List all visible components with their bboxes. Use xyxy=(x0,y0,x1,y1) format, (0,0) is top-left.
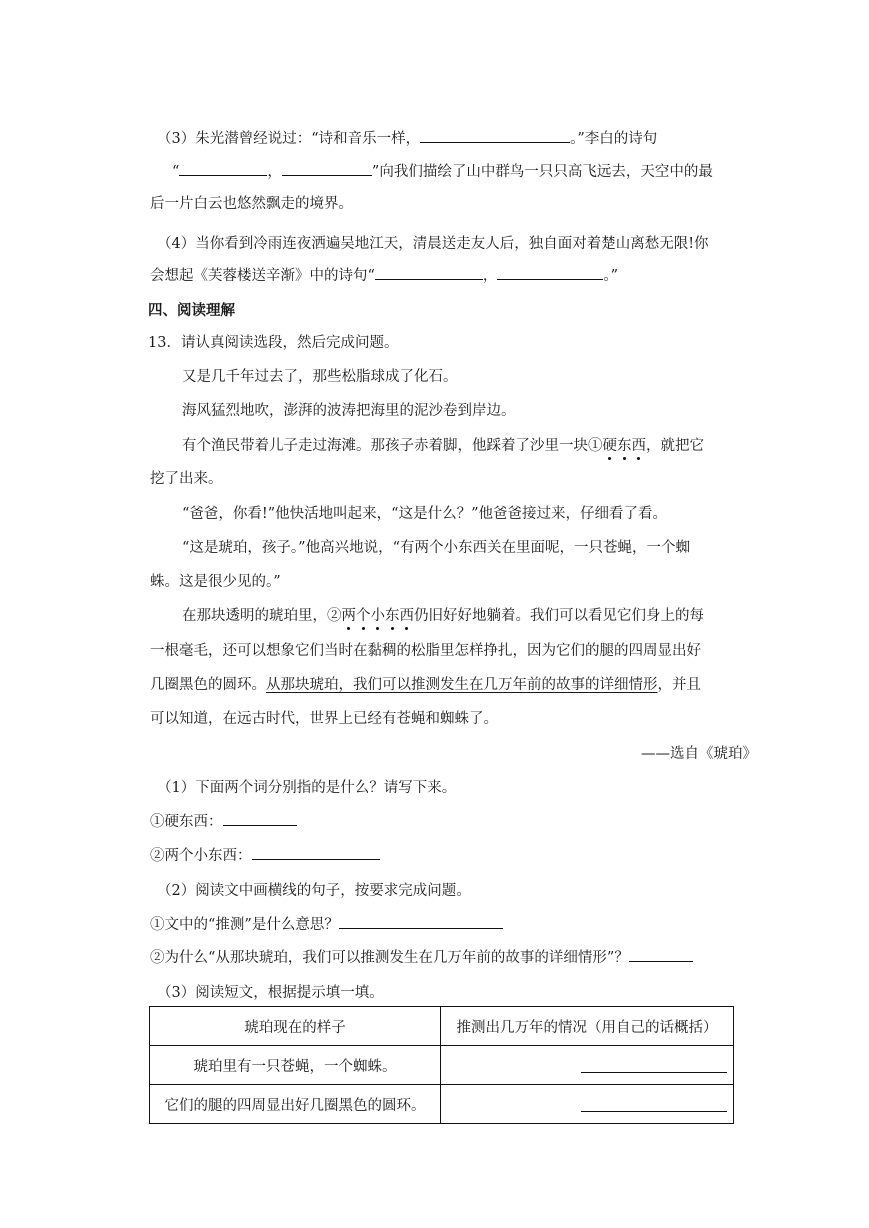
q12-item4-line2: 会想起《芙蓉楼送辛渐》中的诗句“ ， 。” xyxy=(150,264,618,285)
passage-paragraph: 挖了出来。 xyxy=(150,471,223,487)
sub-question: （1）下面两个词分别指的是什么？请写下来。 xyxy=(157,780,457,796)
dotted-word-char: 硬 xyxy=(603,434,618,455)
answer-blank[interactable] xyxy=(375,265,483,280)
sub-question-item: ①硬东西： xyxy=(150,810,297,831)
passage-paragraph: “爸爸，你看!”他快活地叫起来，“这是什么？”他爸爸接过来，仔细看了看。 xyxy=(182,506,667,522)
dotted-word-char: 小 xyxy=(371,604,386,625)
q12-item3-line1: （3）朱光潜曾经说过：“诗和音乐一样， 。”李白的诗句 xyxy=(157,127,657,148)
dotted-word-char: 东 xyxy=(385,604,400,625)
passage-paragraph: 一根毫毛，还可以想象它们当时在黏稠的松脂里怎样挣扎，因为它们的腿的四周显出好 xyxy=(150,643,701,659)
q12-item4-line1: （4）当你看到冷雨连夜洒遍吴地江天，清晨送走友人后，独自面对着楚山离愁无限!你 xyxy=(157,236,709,252)
answer-blank[interactable] xyxy=(223,811,297,826)
sub-question-item: ②为什么“从那块琥珀，我们可以推测发生在几万年前的故事的详细情形”？ xyxy=(150,946,693,967)
dotted-word-char: 西 xyxy=(400,604,415,625)
passage-paragraph: 几圈黑色的圆环。从那块琥珀，我们可以推测发生在几万年前的故事的详细情形，并且 xyxy=(150,677,701,693)
table-cell: 它们的腿的四周显出好几圈黑色的圆环。 xyxy=(150,1085,441,1124)
sub-question: （3）阅读短文，根据提示填一填。 xyxy=(157,985,384,1001)
table-row xyxy=(150,1046,734,1085)
passage-paragraph: 有个渔民带着儿子走过海滩。那孩子赤着脚，他踩着了沙里一块①硬东西，就把它 xyxy=(182,434,704,455)
passage-paragraph: “这是琥珀，孩子。”他高兴地说，“有两个小东西关在里面呢，一只苍蝇，一个蜘 xyxy=(182,540,690,556)
table-answer-cell[interactable] xyxy=(441,1046,734,1085)
sub-question-item: ②两个小东西： xyxy=(150,844,380,865)
passage-paragraph: 在那块透明的琥珀里，②两个小东西仍旧好好地躺着。我们可以看见它们身上的每 xyxy=(182,604,704,625)
passage-paragraph: 又是几千年过去了，那些松脂球成了化石。 xyxy=(182,369,458,385)
passage-source: ——选自《琥珀》 xyxy=(641,746,757,762)
sub-question-item: ①文中的“推测”是什么意思？ xyxy=(150,913,503,934)
answer-blank[interactable] xyxy=(282,161,372,176)
table-header: 推测出几万年的情况（用自己的话概括） xyxy=(441,1007,734,1046)
table-cell: 琥珀里有一只苍蝇，一个蜘蛛。 xyxy=(150,1046,441,1085)
q12-item3-line3: 后一片白云也悠然飘走的境界。 xyxy=(150,196,353,212)
answer-blank[interactable] xyxy=(629,947,693,962)
section-heading: 四、阅读理解 xyxy=(148,303,235,319)
dotted-word-char: 东 xyxy=(617,434,632,455)
dotted-word-char: 两 xyxy=(342,604,357,625)
dotted-word-char: 个 xyxy=(356,604,371,625)
answer-blank[interactable] xyxy=(497,265,603,280)
answer-blank[interactable] xyxy=(581,1072,727,1073)
fill-table xyxy=(149,1006,734,1124)
answer-blank[interactable] xyxy=(179,161,267,176)
q12-item3-line2: “ ， ”向我们描绘了山中群鸟一只只高飞远去，天空中的最 xyxy=(172,160,713,181)
answer-blank[interactable] xyxy=(581,1111,727,1112)
underlined-sentence: 从那块琥珀，我们可以推测发生在几万年前的故事的详细情形 xyxy=(266,677,658,693)
table-row xyxy=(150,1085,734,1124)
answer-blank[interactable] xyxy=(252,845,380,860)
table-header: 琥珀现在的样子 xyxy=(150,1007,441,1046)
sub-question: （2）阅读文中画横线的句子，按要求完成问题。 xyxy=(157,883,471,899)
passage-paragraph: 海风猛烈地吹，澎湃的波涛把海里的泥沙卷到岸边。 xyxy=(182,403,516,419)
q13-intro: 13．请认真阅读选段，然后完成问题。 xyxy=(148,335,399,351)
answer-blank[interactable] xyxy=(339,914,503,929)
passage-paragraph: 蛛。这是很少见的。” xyxy=(150,574,281,590)
answer-blank[interactable] xyxy=(420,128,570,143)
dotted-word-char: 西 xyxy=(632,434,647,455)
table-answer-cell[interactable] xyxy=(441,1085,734,1124)
passage-paragraph: 可以知道，在远古时代，世界上已经有苍蝇和蜘蛛了。 xyxy=(150,711,498,727)
